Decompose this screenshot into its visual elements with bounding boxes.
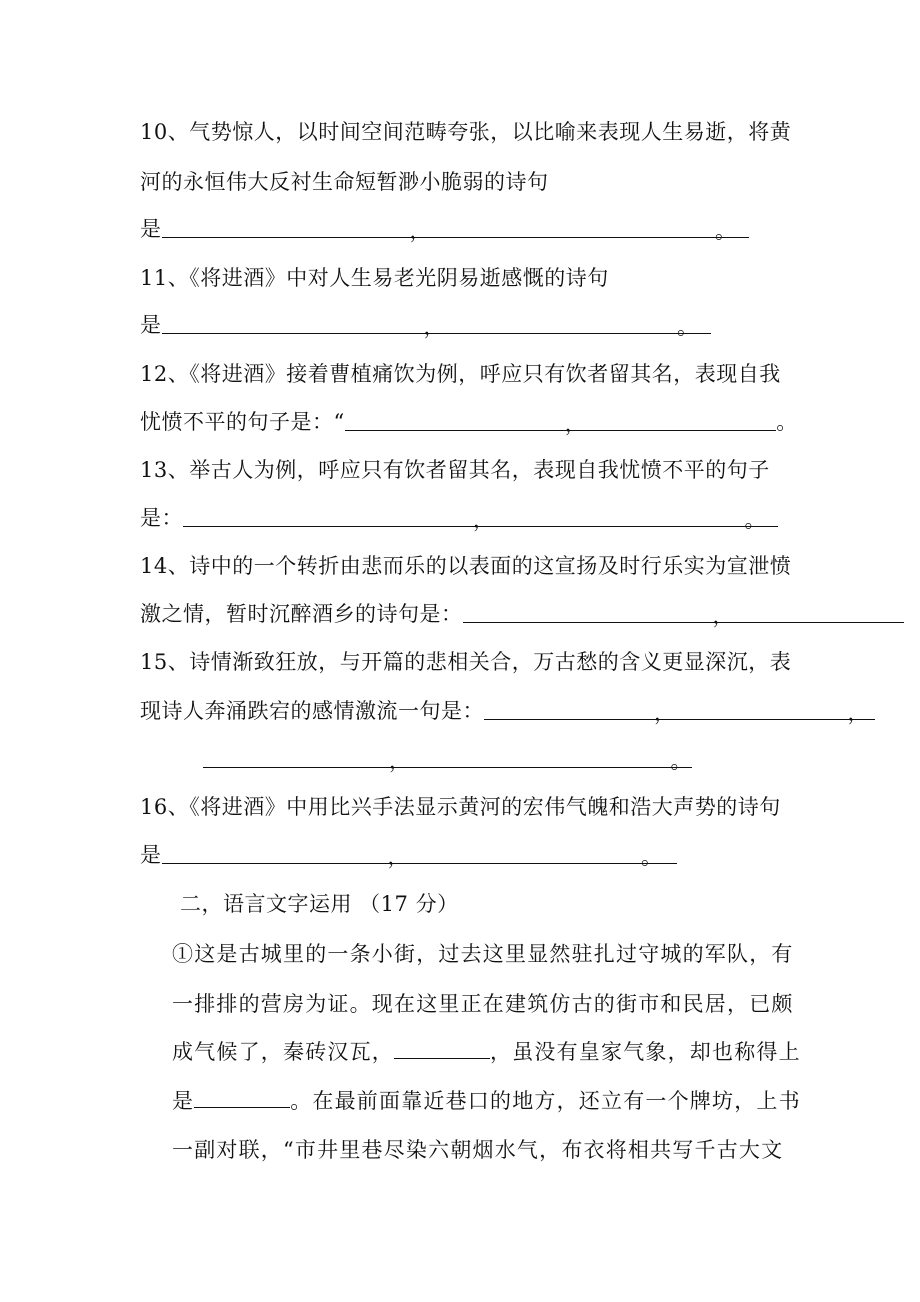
- answer-comma: ，: [423, 315, 445, 339]
- answer-comma: ，: [712, 604, 734, 628]
- answer-prefix: 是：: [140, 506, 183, 530]
- passage-text: 成气候了，秦砖汉瓦，: [172, 1040, 394, 1064]
- question-16-answer-line: [140, 841, 677, 869]
- question-13-answer-line: [140, 504, 778, 532]
- question-10-line-1: 10、气势惊人，以时间空间范畴夸张，以比喻来表现人生易逝，将黄: [140, 120, 792, 144]
- question-15-line-1: 15、诗情渐致狂放，与开篇的悲相关合，万古愁的含义更显深沉，表: [140, 650, 792, 674]
- question-13-line-1: 13、举古人为例，呼应只有饮者留其名，表现自我忧愤不平的句子: [140, 458, 770, 482]
- question-12-line-1: 12、《将进酒》接着曹植痛饮为例，呼应只有饮者留其名，表现自我: [140, 362, 781, 386]
- answer-blank[interactable]: [203, 747, 389, 768]
- section-2-heading: 二，语言文字运用 （17 分）: [180, 892, 459, 916]
- passage-text: 是: [172, 1089, 195, 1113]
- answer-blank-tail: [699, 313, 711, 334]
- question-10-line-2: 河的永恒伟大反衬生命短暂渺小脆弱的诗句: [140, 170, 549, 194]
- question-16-line-1: 16、《将进酒》中用比兴手法显示黄河的宏伟气魄和浩大声势的诗句: [140, 795, 781, 819]
- answer-blank[interactable]: [162, 843, 388, 864]
- answer-comma: ，: [564, 412, 587, 436]
- answer-blank[interactable]: [162, 313, 424, 334]
- passage-line-5: 一副对联，“市井里巷尽染六朝烟水气，布衣将相共写千古大文: [172, 1138, 784, 1162]
- passage-line-4: [172, 1087, 801, 1115]
- question-11-answer-line: [140, 311, 711, 339]
- answer-prefix: 是: [140, 313, 162, 337]
- question-12-answer-line: [140, 408, 798, 436]
- question-15-answer-line-2: [203, 745, 692, 773]
- answer-blank[interactable]: [676, 699, 848, 720]
- passage-line-3: [172, 1038, 801, 1066]
- question-11-line-1: 11、《将进酒》中对人生易老光阴易逝感慨的诗句: [140, 266, 609, 290]
- answer-end: 。: [670, 749, 692, 773]
- answer-blank-tail: [869, 699, 875, 720]
- answer-comma: ，: [473, 508, 495, 532]
- answer-blank[interactable]: [411, 747, 671, 768]
- answer-blank[interactable]: [495, 506, 745, 527]
- answer-end: 。: [715, 219, 737, 243]
- answer-prefix: 激之情，暂时沉醉酒乡的诗句是：: [140, 602, 463, 626]
- answer-blank[interactable]: [463, 602, 713, 623]
- answer-blank[interactable]: [484, 699, 654, 720]
- answer-blank[interactable]: [162, 217, 410, 238]
- answer-blank-tail: [737, 217, 749, 238]
- answer-prefix: 现诗人奔涌跌宕的感情激流一句是：: [140, 699, 484, 723]
- answer-comma: ，: [387, 845, 409, 869]
- answer-blank[interactable]: [586, 410, 776, 431]
- answer-comma: ，: [389, 749, 411, 773]
- passage-line-2: 一排排的营房为证。现在这里正在建筑仿古的街市和民居，已颇: [172, 992, 794, 1016]
- answer-blank[interactable]: [183, 506, 473, 527]
- answer-end: 。: [677, 315, 699, 339]
- answer-prefix: 忧愤不平的句子是：“: [140, 410, 345, 434]
- answer-end: 。: [641, 845, 663, 869]
- passage-line-1: ①这是古城里的一条小街，过去这里显然驻扎过守城的军队，有: [172, 942, 794, 966]
- question-14-answer-line: [140, 600, 904, 628]
- passage-text: ，虽没有皇家气象，却也称得上: [490, 1040, 801, 1064]
- answer-blank[interactable]: [345, 410, 565, 431]
- question-15-answer-line: [140, 697, 875, 725]
- answer-end: 。: [744, 508, 766, 532]
- answer-end: 。: [776, 410, 798, 434]
- answer-prefix: 是: [140, 843, 162, 867]
- answer-blank[interactable]: [734, 602, 904, 623]
- question-14-line-1: 14、诗中的一个转折由悲而乐的以表面的这宣扬及时行乐实为宣泄愤: [140, 554, 792, 578]
- answer-blank-tail: [663, 843, 677, 864]
- answer-comma: ，: [409, 219, 431, 243]
- answer-blank[interactable]: [445, 313, 677, 334]
- answer-comma: ，: [654, 701, 676, 725]
- answer-blank[interactable]: [431, 217, 715, 238]
- answer-blank[interactable]: [409, 843, 641, 864]
- answer-blank-tail: [766, 506, 778, 527]
- passage-text: 。在最前面靠近巷口的地方，还立有一个牌坊，上书: [290, 1089, 801, 1113]
- passage-blank[interactable]: [394, 1038, 490, 1059]
- answer-prefix: 是: [140, 217, 162, 241]
- answer-comma: ，: [847, 701, 869, 725]
- question-10-answer-line: [140, 215, 749, 243]
- passage-blank[interactable]: [194, 1087, 290, 1108]
